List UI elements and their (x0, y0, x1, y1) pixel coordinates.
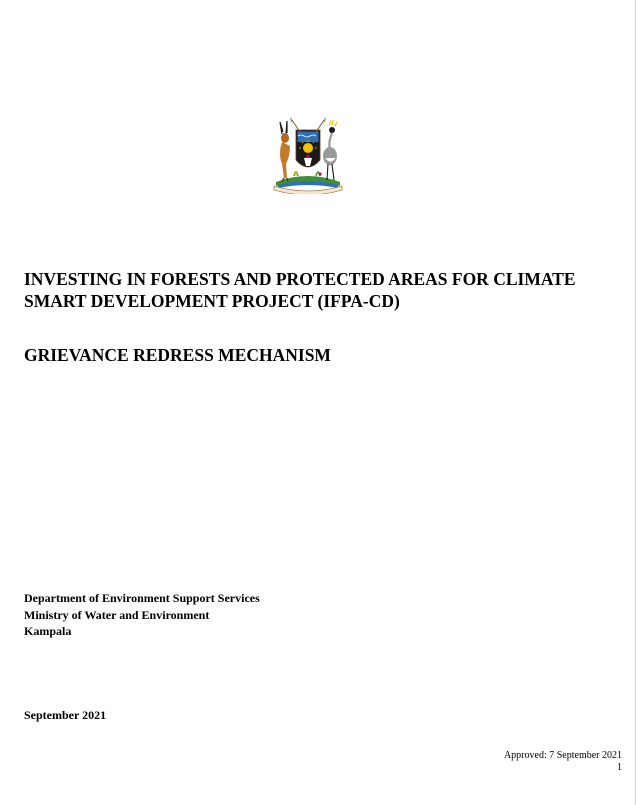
department-name: Department of Environment Support Services (24, 591, 260, 605)
ministry-name: Ministry of Water and Environment (24, 607, 210, 622)
approval-date: Approved: 7 September 2021 (503, 750, 622, 761)
title-line-2: SMART DEVELOPMENT PROJECT (IFPA-CD) (24, 291, 400, 311)
address-block (24, 590, 260, 640)
document-date: September 2021 (24, 708, 107, 722)
page-footer (504, 750, 622, 774)
title-line-1: INVESTING IN FORESTS AND PROTECTED AREAS FOR CLIMATE (24, 269, 576, 289)
document-title (24, 268, 630, 312)
document-subtitle: GRIEVANCE REDRESS MECHANISM (24, 345, 331, 365)
city-name: Kampala (24, 624, 72, 638)
page-number: 1 (617, 762, 622, 773)
coat-of-arms-icon (268, 112, 348, 194)
